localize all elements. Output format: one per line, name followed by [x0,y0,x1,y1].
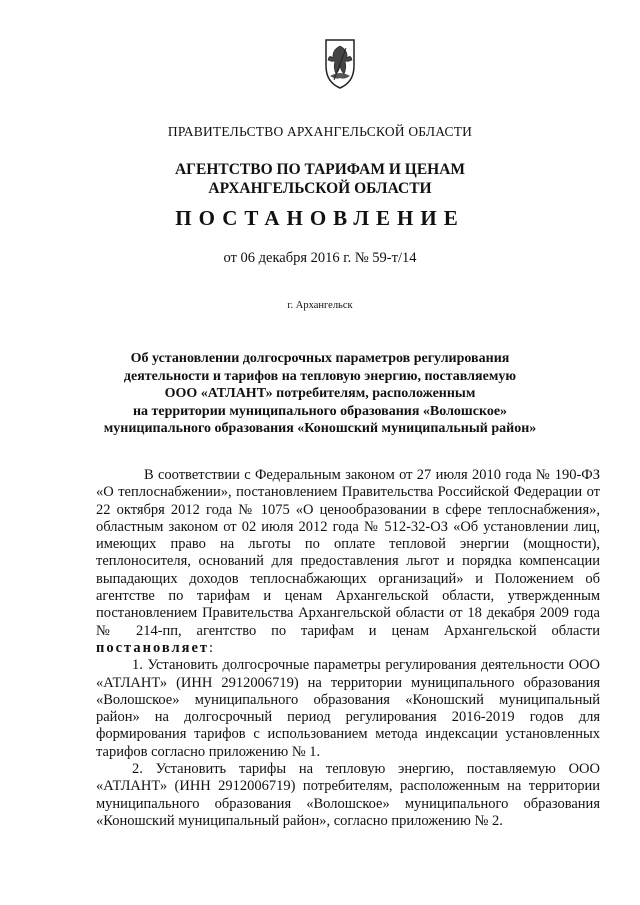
document-subject [0,350,640,438]
decree-colon: : [209,639,214,656]
subject-line: муниципального образования «Коношский муниципальный район» [103,421,537,436]
subject-line: на территории муниципального образования «Волошское» [132,403,508,419]
subject-line: Об установлении долгосрочных параметров регулирования [130,351,510,366]
agency-name-line2: АРХАНГЕЛЬСКОЙ ОБЛАСТИ [208,180,432,197]
subject-line: ООО «АТЛАНТ» потребителям, расположенным [164,386,476,401]
document-city: г. Архангельск [287,300,353,311]
preamble-text: В соответствии с Федеральным законом от 27 июля 2010 года № 190-ФЗ «О теплоснабжении», постановлением Правительства Российской Федерации от 22 октября 2012 года № 1075 «О ценообразовании в сфере теплоснабжения», областным законом от 02 июля 2012 года № 512-32-ОЗ «Об установлении лиц, имеющих право на льготы по оплате тепловой энергии (мощности), теплоносителя, оснований для предоставления льгот и порядка компенсации выпадающих доходов теплоснабжающих организаций» и Положением об агентстве по тарифам и ценам Архангельской области, утвержденным постановлением Правительства Архангельской области от 18 декабря 2009 года № 214-пп, агентство по тарифам и ценам Архангельской области [96,467,600,639]
government-name: ПРАВИТЕЛЬСТВО АРХАНГЕЛЬСКОЙ ОБЛАСТИ [167,124,473,139]
decree-word: постановляет [96,639,210,656]
item-1-paragraph: 1. Установить долгосрочные параметры регулирования деятельности ООО «АТЛАНТ» (ИНН 2912006719) на территории муниципального образования «Волошское» муниципального образования «Коношский муниципальный район» на долгосрочный период регулирования 2016-2019 годов для формирования тарифов с использованием метода индексации установленных тарифов согласно приложению № 1. [96,657,600,760]
document-title: ПОСТАНОВЛЕНИЕ [175,206,465,230]
item-2-paragraph: 2. Установить тарифы на тепловую энергию, поставляемую ООО «АТЛАНТ» (ИНН 2912006719) потребителям, расположенным на территории муниципального образования «Волошское» муниципального образования «Коношский муниципальный район», согласно приложению № 2. [96,761,600,829]
agency-name-line1: АГЕНТСТВО ПО ТАРИФАМ И ЦЕНАМ [174,161,466,178]
document-date-number: от 06 декабря 2016 г. № 59-т/14 [223,250,417,266]
preamble-paragraph [96,467,600,657]
subject-line: деятельности и тарифов на тепловую энергию, поставляемую [123,368,517,384]
document-body [96,467,600,830]
agency-name [0,160,640,198]
arkhangelsk-coat-of-arms-icon [318,36,362,92]
